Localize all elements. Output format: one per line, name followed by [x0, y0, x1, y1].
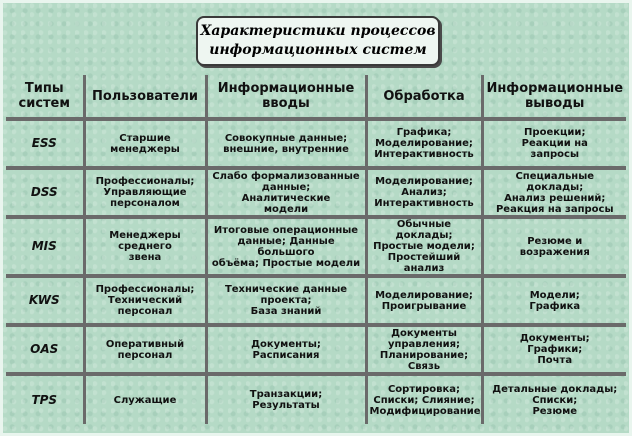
- outputs-cell-line: Анализ решений;: [504, 192, 606, 204]
- page-title: [196, 16, 440, 66]
- inputs-cell-line: проекта;: [260, 295, 312, 306]
- header-system-types-line: систем: [18, 96, 70, 111]
- inputs-cell-line: Технические данные: [224, 284, 348, 295]
- table-row: [6, 168, 626, 217]
- inputs-cell-line: База знаний: [250, 306, 322, 317]
- inputs-cell-line: Документы;: [251, 338, 321, 350]
- table-row: [6, 276, 626, 325]
- users-cell-line: Профессионалы;: [95, 176, 195, 187]
- header-system-types-line: Типы: [24, 81, 64, 96]
- users-cell-line: персонал: [117, 306, 173, 317]
- table-row: [6, 325, 626, 374]
- users-cell-line: Профессионалы;: [95, 284, 195, 295]
- header-users: [84, 75, 206, 119]
- outputs-cell-line: Почта: [537, 355, 573, 366]
- outputs-cell: [482, 325, 626, 374]
- processing-cell: [366, 168, 482, 217]
- users-cell-line: менеджеры: [110, 143, 180, 155]
- characteristics-table: [6, 75, 626, 424]
- users-cell: [84, 374, 206, 424]
- outputs-cell-line: Списки;: [532, 394, 578, 406]
- processing-cell-line: Графика;: [396, 127, 452, 138]
- title-line-2: информационных систем: [209, 42, 427, 58]
- processing-cell: [366, 325, 482, 374]
- outputs-cell-line: Проекции;: [524, 127, 586, 138]
- table-body: [6, 119, 626, 424]
- users-cell-line: персонал: [117, 349, 173, 361]
- processing-cell-line: Списки; Слияние;: [373, 394, 475, 406]
- processing-cell: [366, 276, 482, 325]
- inputs-cell-line: Транзакции;: [249, 389, 323, 400]
- processing-cell: [366, 374, 482, 424]
- users-cell-line: среднего: [118, 241, 172, 252]
- processing-cell-line: Моделирование;: [375, 289, 473, 301]
- processing-cell-line: Обычные доклады;: [395, 219, 453, 241]
- system-type-cell: DSS: [6, 168, 84, 217]
- outputs-cell-line: Графики;: [527, 344, 583, 355]
- inputs-cell-line: Итоговые операционные: [213, 224, 359, 236]
- inputs-cell: [206, 374, 366, 424]
- outputs-cell: [482, 168, 626, 217]
- users-cell-line: Управляющие: [103, 187, 187, 198]
- inputs-cell-line: Совокупные данные;: [224, 132, 348, 144]
- users-cell-line: Оперативный: [105, 338, 185, 350]
- table-row: [6, 119, 626, 168]
- inputs-cell-line: внешние, внутренние: [223, 143, 349, 155]
- processing-cell-line: Планирование;: [379, 349, 469, 361]
- table-row: [6, 217, 626, 276]
- system-type-cell: KWS: [6, 276, 84, 325]
- processing-cell-line: Моделирование;: [375, 138, 473, 149]
- users-cell: [84, 217, 206, 276]
- users-cell: [84, 276, 206, 325]
- processing-cell-line: Документы: [391, 327, 457, 339]
- inputs-cell-line: Результаты: [252, 400, 320, 411]
- users-cell-line: Технический: [107, 295, 183, 306]
- outputs-cell-line: Резюме: [532, 405, 578, 417]
- outputs-cell-line: запросы: [530, 149, 579, 160]
- title-line-1: Характеристики процессов: [200, 23, 436, 39]
- processing-cell-line: Модифицирование: [369, 405, 481, 417]
- inputs-cell: [206, 325, 366, 374]
- outputs-cell-line: Реакции на: [521, 138, 588, 149]
- inputs-cell-line: Аналитические: [241, 192, 331, 204]
- inputs-cell-line: Расписания: [252, 349, 320, 361]
- header-outputs: [482, 75, 626, 119]
- inputs-cell: [206, 276, 366, 325]
- outputs-cell: [482, 374, 626, 424]
- users-cell-line: Менеджеры: [109, 230, 181, 241]
- users-cell: [84, 168, 206, 217]
- system-type-cell: MIS: [6, 217, 84, 276]
- header-users-line: Пользователи: [91, 88, 199, 104]
- processing-cell-line: Интерактивность: [374, 149, 474, 160]
- outputs-cell-line: Детальные доклады;: [492, 383, 618, 395]
- outputs-cell-line: Специальные доклады;: [515, 170, 595, 193]
- header-outputs-line: выводы: [525, 96, 585, 111]
- users-cell-line: персоналом: [110, 198, 180, 209]
- processing-cell-line: управления;: [387, 338, 461, 350]
- outputs-cell-line: возражения: [519, 246, 590, 258]
- table-row: [6, 374, 626, 424]
- processing-cell: [366, 119, 482, 168]
- inputs-cell-line: объёма; Простые модели: [211, 257, 361, 269]
- inputs-cell: [206, 217, 366, 276]
- inputs-cell-line: модели: [263, 203, 309, 215]
- header-processing: [366, 75, 482, 119]
- processing-cell-line: Сортировка;: [387, 383, 461, 395]
- processing-cell-line: Интерактивность: [374, 198, 474, 209]
- inputs-cell-line: данные; Данные большого: [237, 235, 335, 258]
- outputs-cell: [482, 217, 626, 276]
- processing-cell-line: Простые модели;: [373, 241, 475, 252]
- header-inputs-line: Информационные: [217, 81, 355, 96]
- outputs-cell-line: Документы;: [519, 333, 590, 344]
- system-type-cell: ESS: [6, 119, 84, 168]
- users-cell: [84, 325, 206, 374]
- users-cell-line: Служащие: [113, 394, 177, 406]
- header-outputs-line: Информационные: [486, 81, 624, 96]
- inputs-cell-line: данные;: [261, 181, 311, 193]
- inputs-cell-line: Слабо формализованные: [212, 170, 360, 182]
- users-cell: [84, 119, 206, 168]
- processing-cell-line: Связь: [407, 360, 441, 372]
- system-type-cell: OAS: [6, 325, 84, 374]
- header-processing-line: Обработка: [383, 88, 465, 104]
- outputs-cell: [482, 276, 626, 325]
- header-system-types: [6, 75, 84, 119]
- inputs-cell: [206, 168, 366, 217]
- processing-cell: [366, 217, 482, 276]
- outputs-cell-line: Реакция на запросы: [495, 203, 614, 215]
- outputs-cell-line: Графика: [529, 300, 581, 312]
- outputs-cell-line: Резюме и: [527, 235, 583, 247]
- system-type-cell: TPS: [31, 392, 58, 407]
- processing-cell-line: Моделирование;: [375, 176, 473, 187]
- inputs-cell: [206, 119, 366, 168]
- header-row: [6, 75, 626, 119]
- users-cell-line: звена: [128, 252, 162, 263]
- header-inputs-line: вводы: [262, 96, 310, 111]
- processing-cell-line: Проигрывание: [381, 300, 467, 312]
- processing-cell-line: Анализ;: [401, 187, 447, 198]
- processing-cell-line: Простейший анализ: [387, 252, 461, 274]
- outputs-cell: [482, 119, 626, 168]
- outputs-cell-line: Модели;: [529, 289, 580, 301]
- users-cell-line: Старшие: [119, 132, 171, 144]
- header-inputs: [206, 75, 366, 119]
